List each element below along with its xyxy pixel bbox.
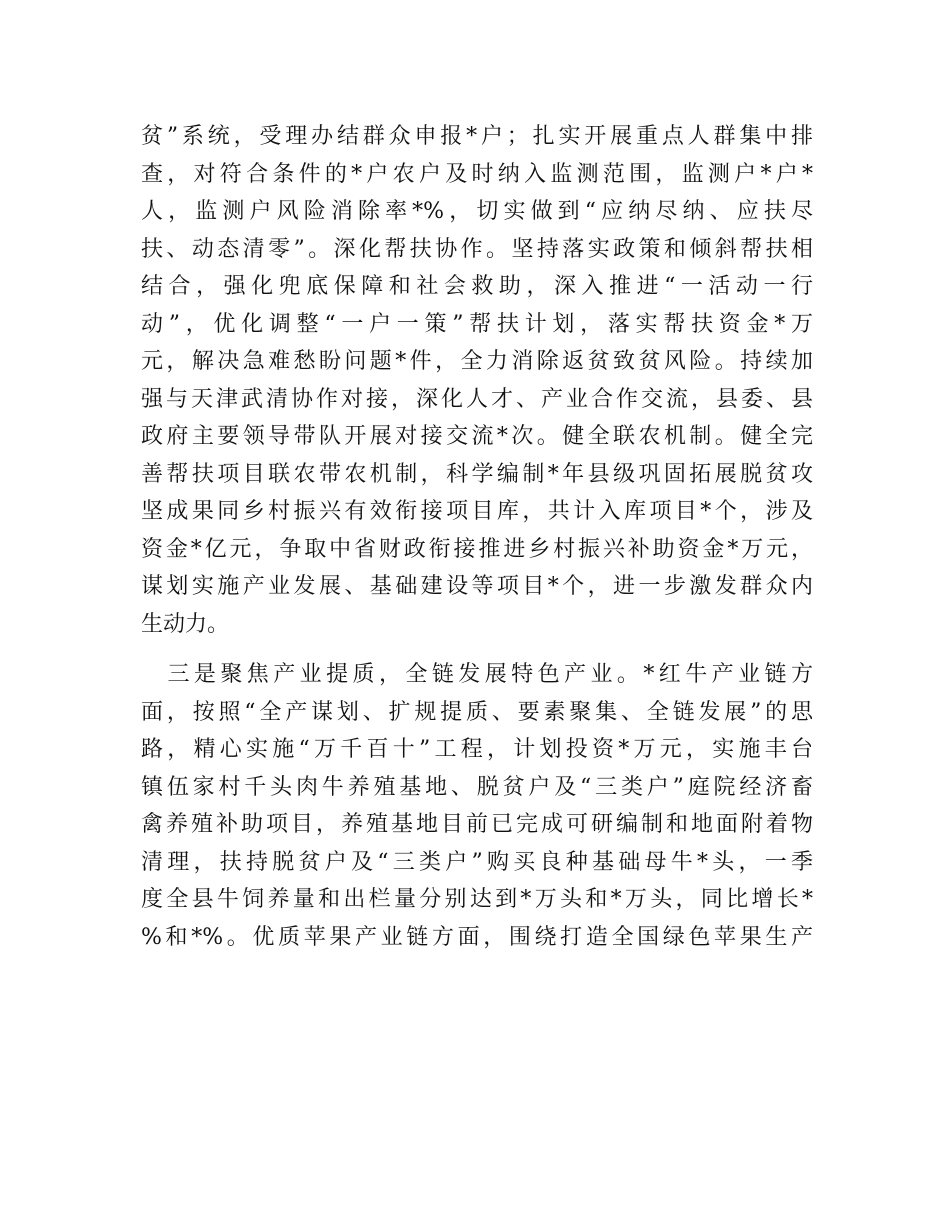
paragraph-poverty-monitoring (141, 118, 813, 643)
text-line: 度全县牛饲养量和出栏量分别达到*万头和*万头，同比增长* (141, 887, 813, 912)
text-line: 查，对符合条件的*户农户及时纳入监测范围，监测户*户* (141, 161, 813, 187)
text-line: 三是聚焦产业提质，全链发展特色产业。*红牛产业链方 (141, 662, 813, 687)
text-line: 人，监测户风险消除率*%，切实做到“应纳尽纳、应扶尽 (141, 199, 813, 224)
text-line: 强与天津武清协作对接，深化人才、产业合作交流，县委、县 (141, 386, 813, 412)
text-line: 生动力。 (141, 611, 230, 637)
text-line: 元，解决急难愁盼问题*件，全力消除返贫致贫风险。持续加 (141, 349, 813, 374)
text-line: 善帮扶项目联农带农机制，科学编制*年县级巩固拓展脱贫攻 (141, 461, 813, 487)
text-line: 清理，扶持脱贫户及“三类户”购买良种基础母牛*头，一季 (141, 849, 813, 875)
text-line: 动”，优化调整“一户一策”帮扶计划，落实帮扶资金*万 (141, 311, 813, 337)
text-line: 坚成果同乡村振兴有效衔接项目库，共计入库项目*个，涉及 (141, 499, 813, 524)
text-line: 镇伍家村千头肉牛养殖基地、脱贫户及“三类户”庭院经济畜 (141, 774, 813, 800)
text-line: 资金*亿元，争取中省财政衔接推进乡村振兴补助资金*万元， (141, 536, 813, 562)
text-line: 谋划实施产业发展、基础建设等项目*个，进一步激发群众内 (141, 574, 813, 599)
text-line: 政府主要领导带队开展对接交流*次。健全联农机制。健全完 (141, 424, 813, 449)
text-line: 结合，强化兜底保障和社会救助，深入推进“一活动一行 (141, 274, 813, 299)
document-body (141, 118, 813, 956)
text-line: %和*%。优质苹果产业链方面，围绕打造全国绿色苹果生产 (141, 924, 813, 950)
text-line: 路，精心实施“万千百十”工程，计划投资*万元，实施丰台 (141, 737, 813, 762)
text-line: 贫”系统，受理办结群众申报*户；扎实开展重点人群集中排 (141, 124, 813, 149)
text-line: 禽养殖补助项目，养殖基地目前已完成可研编制和地面附着物 (141, 812, 813, 837)
paragraph-industry-upgrade (141, 656, 813, 956)
paragraph-gap (141, 643, 813, 656)
text-line: 面，按照“全产谋划、扩规提质、要素聚集、全链发展”的思 (141, 699, 813, 725)
text-line: 扶、动态清零”。深化帮扶协作。坚持落实政策和倾斜帮扶相 (141, 236, 813, 262)
